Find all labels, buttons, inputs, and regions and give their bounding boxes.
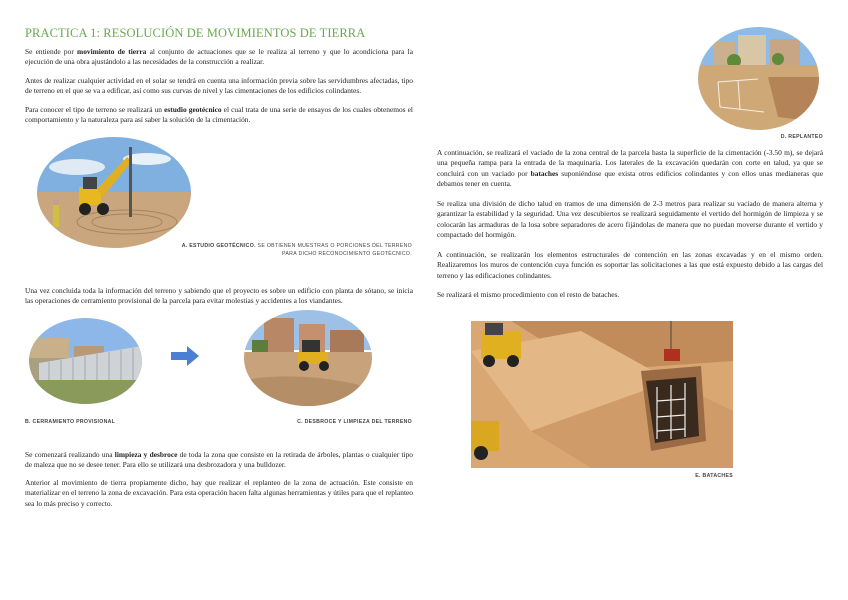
- bataches-render: [471, 321, 733, 468]
- caption-a: A. ESTUDIO GEOTÉCNICO. SE OBTIENEN MUESTRAS O PORCIONES DEL TERRENO PARA DICHO RECONOCIMIENTO GEOTÉCNICO.: [181, 243, 412, 257]
- excavation-paragraph: A continuación, se realizará el vaciado de la zona central de la parcela hasta la superficie de la cimentación (-3.50 m), se dejará una pequeña rampa para la entrada de la maquinaria. Los laterales de la excavación quedarán con corte en talud, ya que se concluirá con un vaciado por bataches suponiéndose que exista otros edificios colindantes y con ellos unas medianeras que debamos tener en cuenta.: [437, 148, 823, 188]
- caption-c: C. DESBROCE Y LIMPIEZA DEL TERRENO: [297, 419, 412, 425]
- intro-paragraph: Se entiende por movimiento de tierra al conjunto de actuaciones que se le realiza al terreno y que lo acondiciona para la ejecución de una obra ajustándolo a las necesidades de la construcción a realizar.: [25, 47, 413, 67]
- clearing-photo: [244, 310, 372, 406]
- page-title: PRACTICA 1: RESOLUCIÓN DE MOVIMIENTOS DE TIERRA: [25, 26, 366, 40]
- caption-d: D. REPLANTEO: [780, 134, 823, 140]
- enclosure-photo: [29, 318, 142, 404]
- previous-info-paragraph: Antes de realizar cualquier actividad en el solar se tendrá en cuenta una información previa sobre las servidumbres afectadas, tipo de terreno en el que se va a edificar, así como sus curvas de nivel y las cimentaciones de los edificios colindantes.: [25, 76, 413, 96]
- stakeout-paragraph: Anterior al movimiento de tierra propiamente dicho, hay que realizar el replanteo de la zona de actuación. Este consiste en materializar en el terreno la zona de excavación. Para esta operación hacen falta algunas herramientas y útiles para que el replanteo sea lo más preciso y correcto.: [25, 478, 413, 508]
- stakeout-photo: [698, 27, 819, 130]
- geotechnical-paragraph: Para conocer el tipo de terreno se realizará un estudio geotécnico el cual trata de una serie de ensayos de los cuales obtenemos el comportamiento y la naturaleza para así saber la solución de la cimentación.: [25, 105, 413, 125]
- right-arrow-icon: [171, 346, 199, 366]
- caption-e: E. BATACHES: [695, 473, 733, 479]
- caption-b: B. CERRAMIENTO PROVISIONAL: [25, 419, 116, 425]
- retaining-paragraph: A continuación, se realizarán los elementos estructurales de contención en las zonas excavadas y en el mismo orden. Realizaremos los muros de contención cuya función es soportar las solicitaciones a las que está expuesto debido a las cargas del terreno y las edificaciones colindantes.: [437, 250, 823, 280]
- clearing-paragraph: Se comenzará realizando una limpieza y desbroce de toda la zona que consiste en la retirada de árboles, plantas o cualquier tipo de maleza que no se desee tener. Para ello se utilizará una desbrozadora y una bulldozer.: [25, 450, 413, 470]
- enclosure-paragraph: Una vez concluida toda la información del terreno y sabiendo que el proyecto es sobre un edificio con planta de sótano, se inicia las operaciones de cerramiento provisional de la parcela para evitar molestias y accidentes a los viandantes.: [25, 286, 413, 306]
- geotechnical-photo: [37, 137, 191, 248]
- division-paragraph: Se realiza una división de dicho talud en tramos de una dimensión de 2-3 metros para realizar su vaciado de manera alterna y garantizar la estabilidad y la seguridad. Una vez descubiertos se realizará seguidamente el vertido del hormigón de limpieza y se colocarán las armaduras de la losa sobre separadores de acero fijándolas de manera que no puedan moverse durante el vertido y compactado del hormigón.: [437, 199, 823, 239]
- repeat-paragraph: Se realizará el mismo procedimiento con el resto de bataches.: [437, 290, 620, 299]
